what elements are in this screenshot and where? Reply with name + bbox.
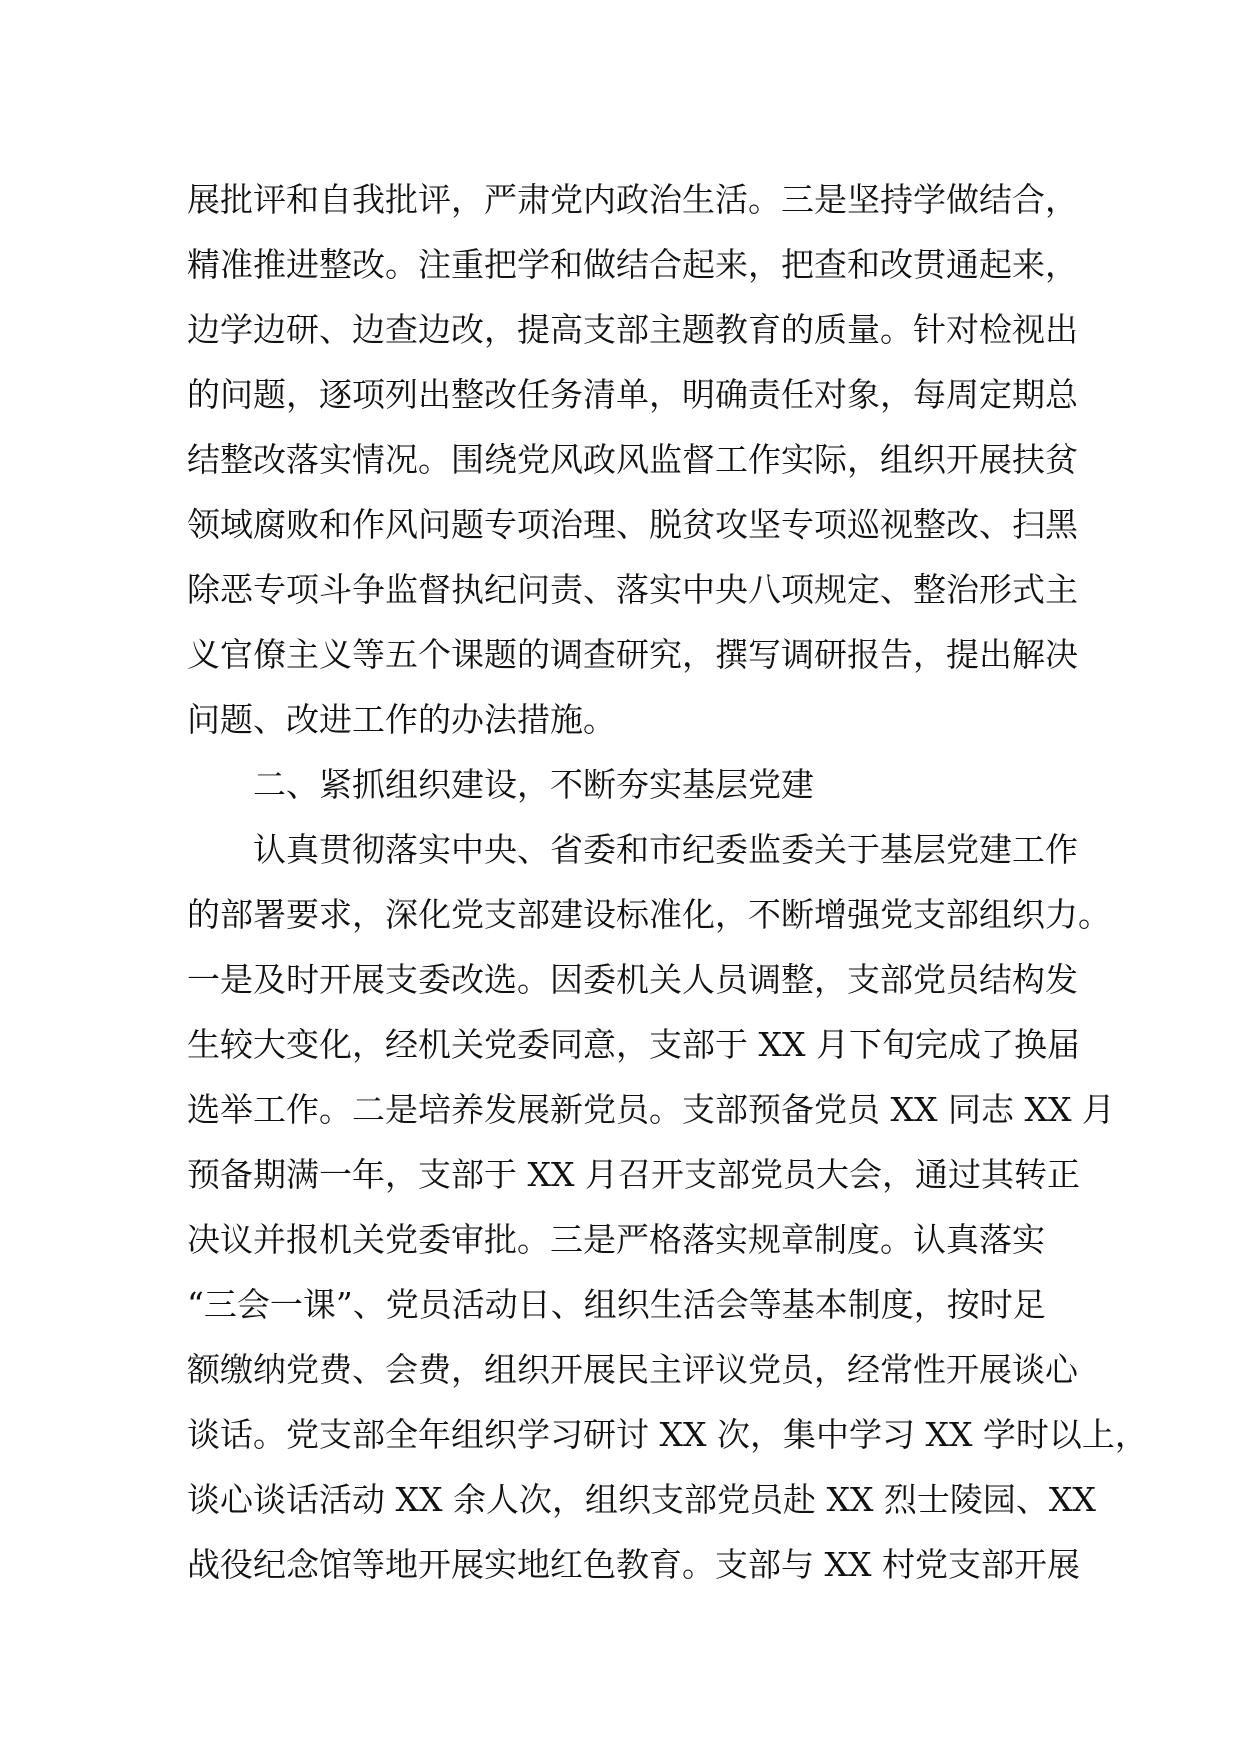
section-heading: 二、紧抓组织建设，不断夯实基层党建 [253,765,814,804]
document-body [187,167,1148,1597]
text-line-18: “三会一课”、党员活动日、组织生活会等基本制度，按时足 [187,1285,1046,1324]
text-line-6: 领域腐败和作风问题专项治理、脱贫攻坚专项巡视整改、扫黑 [187,505,1078,544]
text-line-15: 选举工作。二是培养发展新党员。支部预备党员 XX 同志 XX 月 [187,1090,1115,1129]
text-line-2: 精准推进整改。注重把学和做结合起来，把查和改贯通起来， [187,245,1078,284]
text-line-5: 结整改落实情况。围绕党风政风监督工作实际，组织开展扶贫 [187,440,1078,479]
text-line-3: 边学边研、边查边改，提高支部主题教育的质量。针对检视出 [187,310,1078,349]
text-line-7: 除恶专项斗争监督执纪问责、落实中央八项规定、整治形式主 [187,570,1078,609]
text-line-13: 一是及时开展支委改选。因委机关人员调整，支部党员结构发 [187,960,1078,999]
text-line-11: 认真贯彻落实中央、省委和市纪委监委关于基层党建工作 [253,830,1078,869]
text-line-12: 的部署要求，深化党支部建设标准化，不断增强党支部组织力。 [187,895,1111,934]
text-line-14: 生较大变化，经机关党委同意，支部于 XX 月下旬完成了换届 [187,1025,1080,1064]
text-line-4: 的问题，逐项列出整改任务清单，明确责任对象，每周定期总 [187,375,1078,414]
text-line-22: 战役纪念馆等地开展实地红色教育。支部与 XX 村党支部开展 [187,1545,1080,1584]
text-line-16: 预备期满一年，支部于 XX 月召开支部党员大会，通过其转正 [187,1155,1080,1194]
text-line-9: 问题、改进工作的办法措施。 [187,700,616,739]
text-line-17: 决议并报机关党委审批。三是严格落实规章制度。认真落实 [187,1220,1045,1259]
text-line-1: 展批评和自我批评，严肃党内政治生活。三是坚持学做结合， [187,180,1078,219]
text-line-8: 义官僚主义等五个课题的调查研究，撰写调研报告，提出解决 [187,635,1078,674]
text-line-20: 谈话。党支部全年组织学习研讨 XX 次，集中学习 XX 学时以上， [187,1415,1148,1454]
text-line-19: 额缴纳党费、会费，组织开展民主评议党员，经常性开展谈心 [187,1350,1078,1389]
text-line-21: 谈心谈话活动 XX 余人次，组织支部党员赴 XX 烈士陵园、XX [187,1480,1096,1519]
